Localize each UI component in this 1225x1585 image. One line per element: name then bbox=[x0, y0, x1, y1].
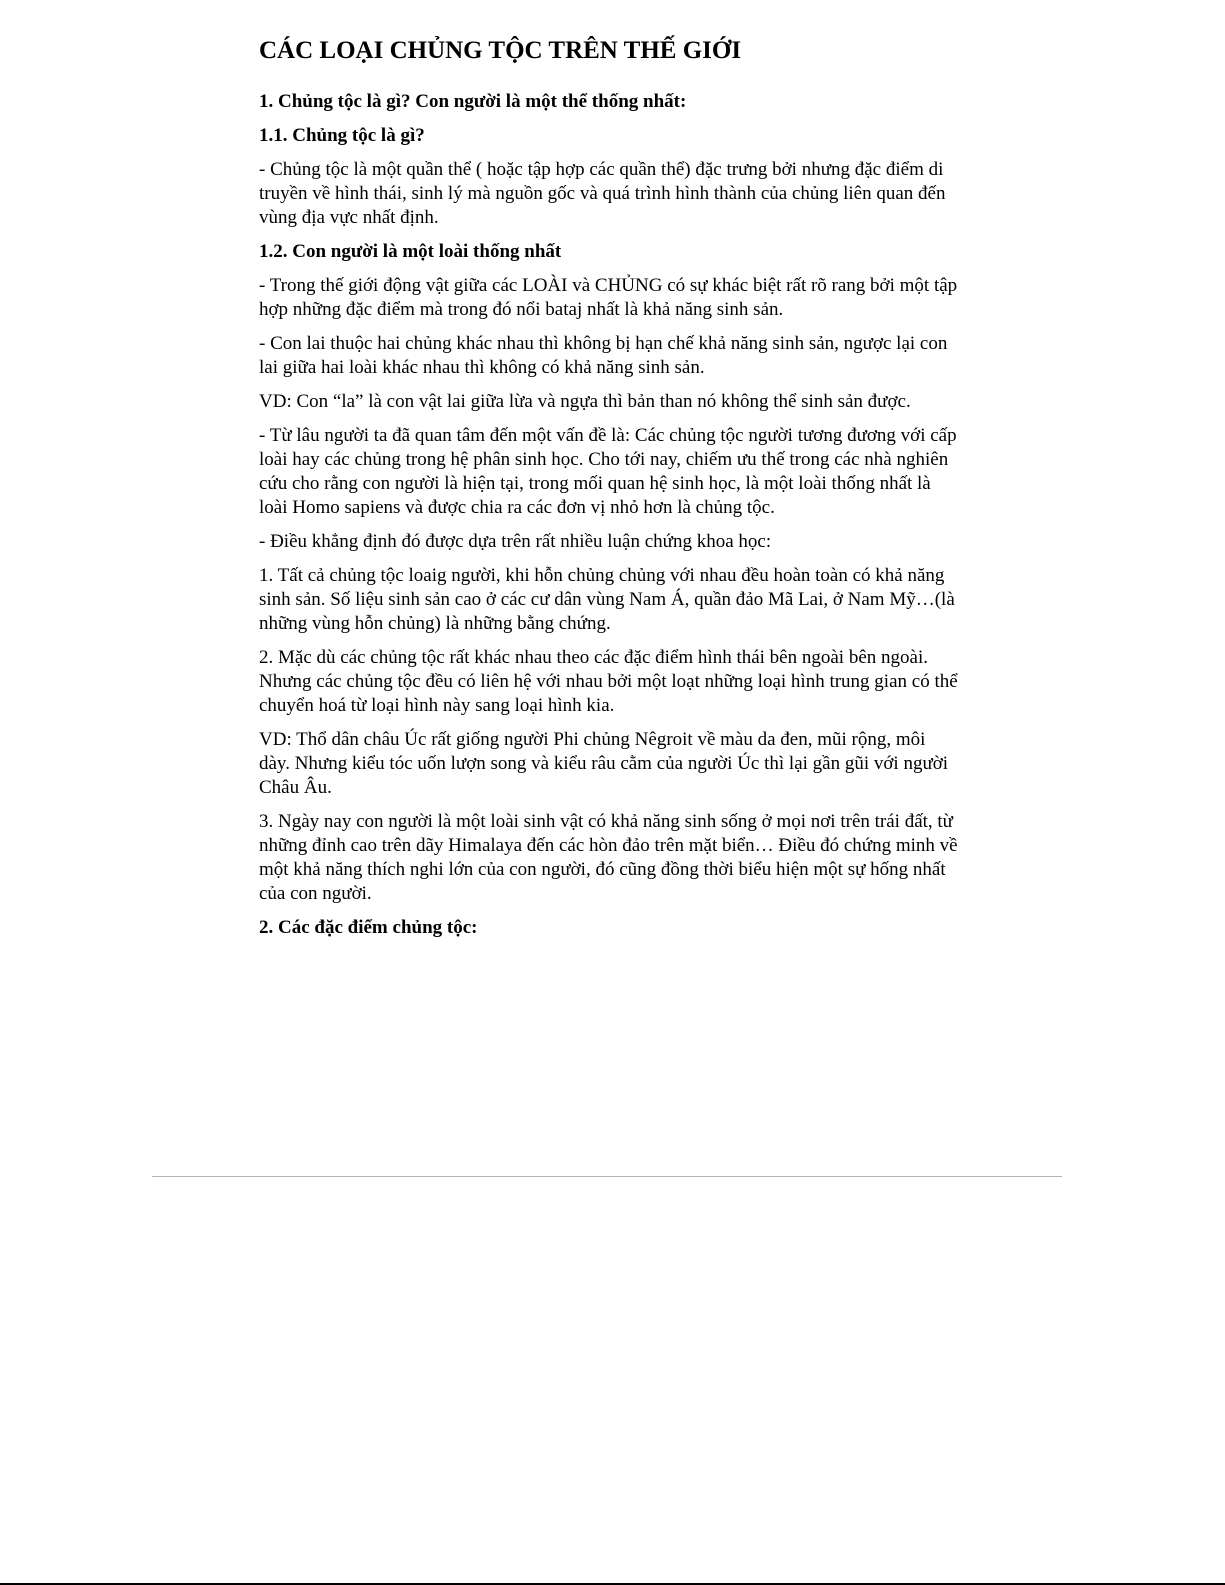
section-heading-1: 1. Chủng tộc là gì? Con người là một thể thống nhất: bbox=[259, 91, 687, 112]
paragraph-homo-sapiens: - Từ lâu người ta đã quan tâm đến một vấn đề là: Các chủng tộc người tương đương với cấp loài hay các chủng trong hệ phân sinh học. Cho tới nay, chiếm ưu thế trong các nhà nghiên cứu cho rằng con người là hiện tại, trong mối quan hệ sinh học, là một loài thống nhất là loài Homo sapiens và được chia ra các đơn vị nhỏ hơn là chủng tộc. bbox=[259, 425, 957, 518]
paragraph-example-australian: VD: Thổ dân châu Úc rất giống người Phi chủng Nêgroit về màu da đen, mũi rộng, môi dày. Nhưng kiểu tóc uốn lượn song và kiểu râu cằm của người Úc thì lại gần gũi với người Châu Âu. bbox=[259, 729, 949, 798]
paragraph-point-2: 2. Mặc dù các chủng tộc rất khác nhau theo các đặc điểm hình thái bên ngoài bên ngoài. Nhưng các chủng tộc đều có liên hệ với nhau bởi một loạt những loại hình trung gian có thể chuyển hoá từ loại hình này sang loại hình kia. bbox=[259, 647, 958, 716]
document-page bbox=[259, 34, 959, 950]
paragraph-scientific-evidence: - Điều khẳng định đó được dựa trên rất nhiều luận chứng khoa học: bbox=[259, 531, 772, 552]
subsection-heading-1-1: 1.1. Chủng tộc là gì? bbox=[259, 125, 425, 146]
page-divider bbox=[152, 1176, 1062, 1177]
paragraph-hybrid-fertility: - Con lai thuộc hai chủng khác nhau thì không bị hạn chế khả năng sinh sản, ngược lại con lai giữa hai loài khác nhau thì không có khả năng sinh sản. bbox=[259, 333, 948, 378]
paragraph-definition: - Chủng tộc là một quần thể ( hoặc tập hợp các quần thể) đặc trưng bởi nhưng đặc điểm di truyền về hình thái, sinh lý mà nguồn gốc và quá trình hình thành của chủng liên quan đến vùng địa vực nhất định. bbox=[259, 159, 946, 228]
paragraph-point-1: 1. Tất cả chủng tộc loaig người, khi hỗn chủng chủng với nhau đều hoàn toàn có khả năng sinh sản. Số liệu sinh sản cao ở các cư dân vùng Nam Á, quần đảo Mã Lai, ở Nam Mỹ…(là những vùng hỗn chủng) là những bằng chứng. bbox=[259, 565, 955, 634]
section-heading-2: 2. Các đặc điểm chủng tộc: bbox=[259, 917, 478, 938]
paragraph-example-mule: VD: Con “la” là con vật lai giữa lừa và ngựa thì bản than nó không thể sinh sản được. bbox=[259, 391, 911, 412]
subsection-heading-1-2: 1.2. Con người là một loài thống nhất bbox=[259, 241, 562, 262]
paragraph-point-3: 3. Ngày nay con người là một loài sinh vật có khả năng sinh sống ở mọi nơi trên trái đất, từ những đỉnh cao trên dãy Himalaya đến các hòn đảo trên mặt biển… Điều đó chứng minh về một khả năng thích nghi lớn của con người, đó cũng đồng thời biểu hiện một sự hống nhất của con người. bbox=[259, 811, 958, 904]
paragraph-species-difference: - Trong thế giới động vật giữa các LOÀI và CHỦNG có sự khác biệt rất rõ rang bởi một tập hợp những đặc điểm mà trong đó nổi bataj nhất là khả năng sinh sản. bbox=[259, 275, 958, 320]
document-title: CÁC LOẠI CHỦNG TỘC TRÊN THẾ GIỚI bbox=[259, 37, 742, 64]
